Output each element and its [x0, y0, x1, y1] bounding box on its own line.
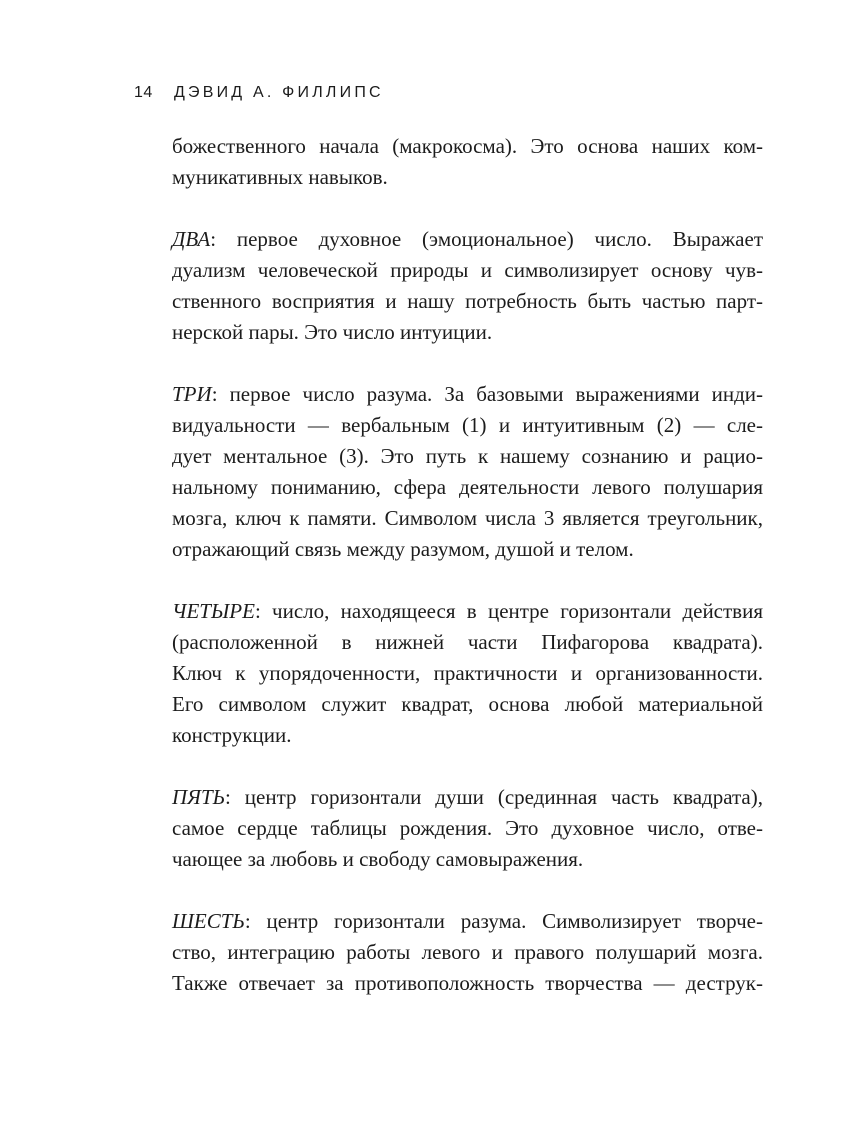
- page-body: [172, 131, 763, 999]
- text-line: отражающий связь между разумом, душой и телом.: [172, 537, 634, 561]
- text-line: чающее за любовь и свободу самовыражения.: [172, 847, 584, 871]
- text-segment: : первое духовное (эмоциональное) число. Выражает: [210, 227, 763, 251]
- text-segment: : центр горизонтали разума. Символизирует творче-: [244, 909, 763, 933]
- text-line: [172, 224, 763, 255]
- text-line: мозга, ключ к памяти. Символом числа 3 является треугольник,: [172, 506, 763, 530]
- text-line: божественного начала (макрокосма). Это основа наших ком-: [172, 134, 763, 158]
- paragraph-four: [172, 596, 763, 751]
- text-line: самое сердце таблицы рождения. Это духовное число, отве-: [172, 816, 763, 840]
- text-line: [172, 906, 763, 937]
- text-line: Его символом служит квадрат, основа любой материальной: [172, 692, 763, 716]
- text-line: нальному пониманию, сфера деятельности левого полушария: [172, 475, 763, 499]
- text-line: конструкции.: [172, 723, 292, 747]
- text-line: [172, 596, 763, 627]
- number-term: ТРИ: [172, 382, 212, 406]
- text-line: [172, 782, 763, 813]
- text-segment: : центр горизонтали души (срединная часть квадрата),: [225, 785, 763, 809]
- text-line: [172, 379, 763, 410]
- text-line: дует ментальное (3). Это путь к нашему сознанию и рацио-: [172, 444, 763, 468]
- text-line: Ключ к упорядоченности, практичности и организованности.: [172, 661, 763, 685]
- text-segment: : первое число разума. За базовыми выражениями инди-: [211, 382, 763, 406]
- text-line: ство, интеграцию работы левого и правого полушарий мозга.: [172, 940, 763, 964]
- text-line: нерской пары. Это число интуиции.: [172, 320, 493, 344]
- number-term: ПЯТЬ: [172, 785, 226, 809]
- page-number: 14: [134, 84, 153, 101]
- text-line: ственного восприятия и нашу потребность быть частью парт-: [172, 289, 763, 313]
- running-head-author: ДЭВИД А. ФИЛЛИПС: [174, 84, 384, 101]
- text-line: муникативных навыков.: [172, 165, 388, 189]
- number-term: ЧЕТЫРЕ: [172, 599, 255, 623]
- number-term: ДВА: [172, 227, 211, 251]
- paragraph-three: [172, 379, 763, 565]
- paragraph-six: [172, 906, 763, 999]
- number-term: ШЕСТЬ: [172, 909, 245, 933]
- paragraph-two: [172, 224, 763, 348]
- text-line: (расположенной в нижней части Пифагорова квадрата).: [172, 630, 763, 654]
- text-segment: : число, находящееся в центре горизонтали действия: [254, 599, 763, 623]
- paragraph-continuation: [172, 131, 763, 193]
- running-head: [134, 82, 384, 104]
- text-line: видуальности — вербальным (1) и интуитивным (2) — сле-: [172, 413, 763, 437]
- text-line: Также отвечает за противоположность творчества — деструк-: [172, 971, 763, 995]
- text-line: дуализм человеческой природы и символизирует основу чув-: [172, 258, 763, 282]
- paragraph-five: [172, 782, 763, 875]
